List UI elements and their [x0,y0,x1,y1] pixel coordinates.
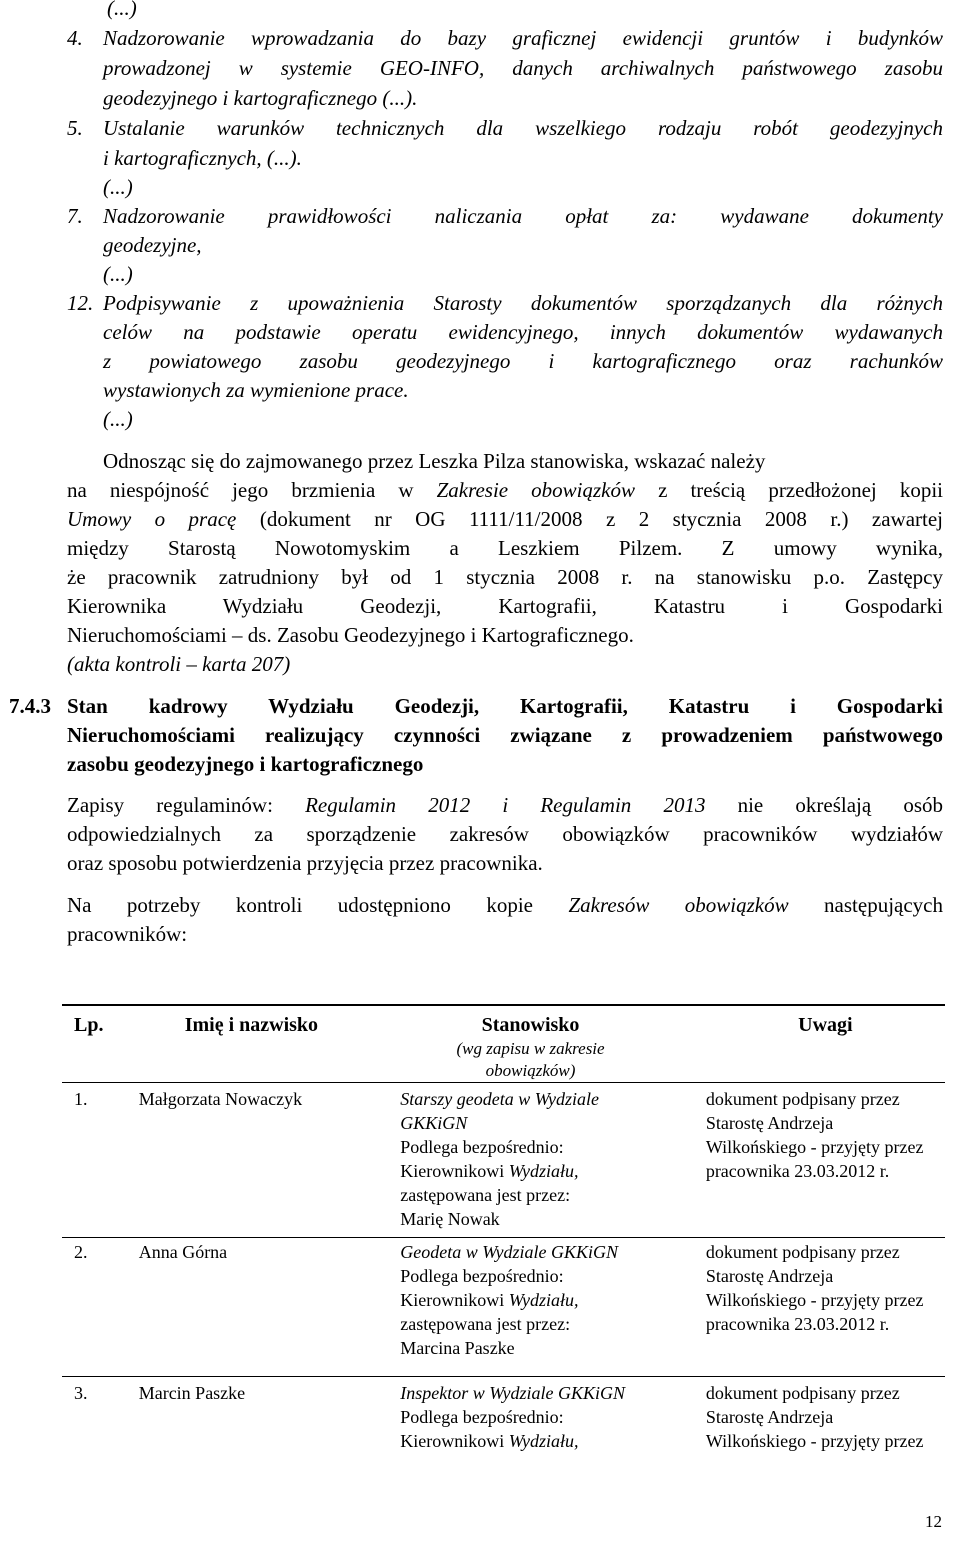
list-item-text: geodezyjnego i kartograficznego (...). [103,86,418,110]
paragraph-line: odpowiedzialnych za sporządzenie zakresów obowiązków pracowników wydziałów [67,822,943,846]
text-run-italic: Zakresów obowiązków [568,893,789,917]
cell-lp: 3. [62,1377,139,1454]
paragraph-line [67,476,943,505]
notes-line: Wilkońskiego - przyjęty przez [705,1431,924,1451]
cell-notes [706,1083,945,1238]
notes-line: Wilkońskiego - przyjęty przez [705,1290,924,1310]
paragraph-line: między Starostą Nowotomyskim a Leszkiem Pilzem. Z umowy wynika, [67,536,943,560]
notes-line: Starostę Andrzeja [705,1266,834,1286]
section-number: 7.4.3 [9,694,51,718]
list-ellipsis: (...) [103,262,133,286]
list-item-text: Nadzorowanie prawidłowości naliczania opłat za: wydawane dokumenty [103,204,943,228]
cell-position [400,1083,706,1238]
table-row [62,1083,945,1238]
cell-lp: 1. [74,1089,88,1109]
table-header-row [62,1005,945,1083]
position-title: GKKiGN [400,1113,468,1133]
list-item-number: 7. [67,204,83,228]
position-line: Marcina Paszke [400,1338,515,1358]
list-ellipsis: (...) [103,407,133,431]
text-run: z treścią przedłożonej kopii [635,478,943,502]
text-run: Kierownikowi [400,1431,509,1451]
paragraph-line: że pracownik zatrudniony był od 1 stycznia 2008 r. na stanowisku p.o. Zastępcy [67,565,943,589]
list-item-text: i kartograficznych, (...). [103,146,302,170]
text-run: (dokument nr OG 1111/11/2008 z 2 stycznia 2008 r.) zawartej [236,507,943,531]
list-item-number: 5. [67,116,83,140]
paragraph-line [67,505,943,534]
list-item-number: 4. [67,26,83,50]
text-run: Zapisy regulaminów: [67,793,306,817]
paragraph-line: (akta kontroli – karta 207) [67,652,291,676]
paragraph-line: Kierownika Wydziału Geodezji, Kartografii, Katastru i Gospodarki [67,594,943,618]
cell-name: Małgorzata Nowaczyk [138,1089,303,1109]
cell-notes [706,1238,945,1377]
list-ellipsis: (...) [103,175,133,199]
list-item-text: z powiatowego zasobu geodezyjnego i kartograficznego oraz rachunków [103,349,943,373]
paragraph-line: oraz sposobu potwierdzenia przyjęcia przez pracownika. [67,851,543,875]
table-row [62,1238,945,1377]
header-notes: Uwagi [706,1005,945,1083]
paragraph-line [67,791,943,820]
position-line: Podlega bezpośrednio: [400,1266,564,1286]
header-position-sub: (wg zapisu w zakresie [456,1039,605,1058]
header-position-sub: obowiązków) [485,1061,576,1080]
list-ellipsis: (...) [107,0,137,20]
header-position [400,1005,706,1083]
list-item-number: 12. [67,291,94,315]
cell-notes [706,1377,945,1454]
text-run-italic: Zakresie obowiązków [436,478,636,502]
paragraph-line: Nieruchomościami – ds. Zasobu Geodezyjnego i Kartograficznego. [67,623,634,647]
paragraph-line: Odnosząc się do zajmowanego przez Leszka Pilza stanowiska, wskazać należy [103,449,766,473]
notes-line: dokument podpisany przez [705,1383,900,1403]
position-title: Inspektor w Wydziale GKKiGN [400,1383,626,1403]
paragraph-line: pracowników: [67,922,188,946]
text-run-italic: Wydziału, [508,1431,579,1451]
list-item-text: prowadzonej w systemie GEO-INFO, danych archiwalnych państwowego zasobu [103,56,943,80]
header-position-label: Stanowisko [481,1014,580,1036]
position-title: Starszy geodeta w Wydziale [400,1089,600,1109]
position-line [400,1429,706,1453]
header-name: Imię i nazwisko [139,1005,401,1083]
list-item-text: Nadzorowanie wprowadzania do bazy graficznej ewidencji gruntów i budynków [103,26,943,50]
text-run-italic: Wydziału, [508,1290,579,1310]
text-run-italic: Umowy o pracę [67,507,237,531]
position-line: zastępowana jest przez: [400,1314,571,1334]
list-item-text: wystawionych za wymienione prace. [103,378,409,402]
cell-name: Marcin Paszke [139,1377,401,1454]
page-number: 12 [925,1512,942,1531]
position-line [400,1159,706,1183]
cell-lp: 2. [62,1238,139,1377]
text-run: Kierownikowi [400,1161,509,1181]
text-run: nie określają osób [705,793,943,817]
section-title-line: Stan kadrowy Wydziału Geodezji, Kartografii, Katastru i Gospodarki [67,694,943,718]
staff-table [62,1004,945,1453]
list-item-text: Ustalanie warunków technicznych dla wszelkiego rodzaju robót geodezyjnych [103,116,943,140]
position-line [400,1288,706,1312]
list-item-text: Podpisywanie z upoważnienia Starosty dokumentów sporządzanych dla różnych [103,291,943,315]
text-run: na niespójność jego brzmienia w [67,478,437,502]
text-run: Kierownikowi [400,1290,509,1310]
table-row [62,1377,945,1454]
paragraph-line [67,891,943,920]
text-run-italic: Wydziału, [508,1161,579,1181]
section-title-line: Nieruchomościami realizujący czynności związane z prowadzeniem państwowego [67,723,943,747]
notes-line: pracownika 23.03.2012 r. [705,1161,890,1181]
list-item-text: celów na podstawie operatu ewidencyjnego, innych dokumentów wydawanych [103,320,943,344]
section-title-line: zasobu geodezyjnego i kartograficznego [67,752,424,776]
position-line: Marię Nowak [400,1209,500,1229]
position-line: Podlega bezpośrednio: [400,1137,564,1157]
header-lp: Lp. [62,1005,139,1083]
notes-line: dokument podpisany przez [705,1089,900,1109]
position-title: Geodeta w Wydziale GKKiGN [400,1242,619,1262]
notes-line: Starostę Andrzeja [705,1113,834,1133]
cell-position [400,1377,706,1454]
cell-position [400,1238,706,1377]
notes-line: Starostę Andrzeja [705,1407,834,1427]
position-line: zastępowana jest przez: [400,1185,571,1205]
text-run-italic: Regulamin 2012 i Regulamin 2013 [305,793,706,817]
position-line: Podlega bezpośrednio: [400,1407,564,1427]
notes-line: pracownika 23.03.2012 r. [705,1314,890,1334]
text-run: Na potrzeby kontroli udostępniono kopie [67,893,569,917]
notes-line: dokument podpisany przez [705,1242,900,1262]
notes-line: Wilkońskiego - przyjęty przez [705,1137,924,1157]
text-run: następujących [788,893,943,917]
cell-name: Anna Górna [139,1238,401,1377]
list-item-text: geodezyjne, [103,233,202,257]
